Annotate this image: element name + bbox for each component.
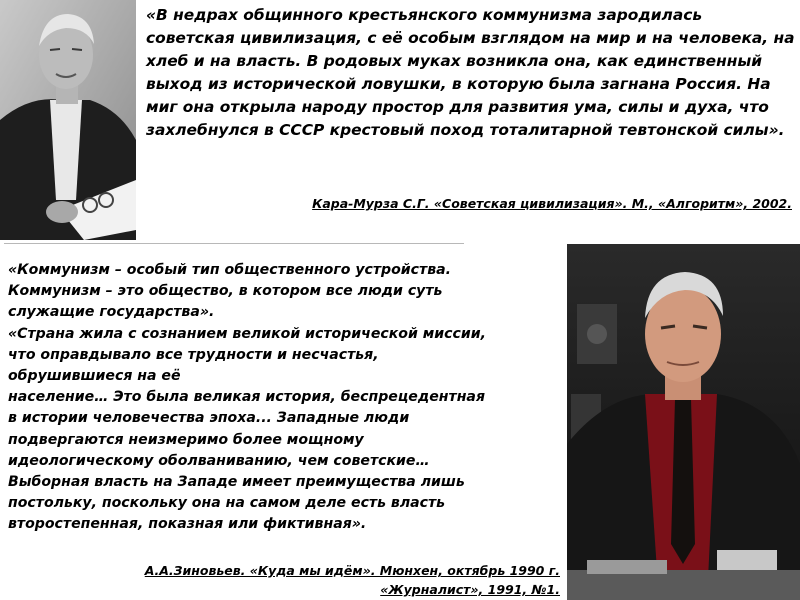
bottom-quote-line: второстепенная, показная или фиктивная».	[8, 516, 367, 533]
bottom-quote-line: идеологическому оболваниванию, чем советские…	[8, 452, 430, 469]
bottom-quote-line: в истории человечества эпоха... Западные люди	[8, 410, 410, 427]
bottom-quote-line: Выборная власть на Западе имеет преимущества лишь	[8, 474, 465, 491]
bottom-quote-line: «Страна жила с сознанием великой исторической миссии,	[8, 325, 486, 342]
bottom-quote-line: «Коммунизм – особый тип общественного устройства.	[8, 262, 451, 278]
bottom-quote-line: Коммунизм – это общество, в котором все люди суть	[8, 283, 443, 300]
portrait-photo-zinoviev	[567, 244, 800, 600]
top-quote-text: «В недрах общинного крестьянского коммунизма зародилась советская цивилизация, с её особым взглядом на мир и на человека, на хлеб и на власть. В родовых муках возникла она, как единственный выход из исторической ловушки, в которую была загнана Россия. На миг она открыла народу простор для развития ума, силы и духа, что захлебнулся в СССР крестовый поход тоталитарной тевтонской силы».	[146, 6, 795, 139]
top-quote	[146, 4, 796, 142]
bottom-quote-line: что оправдывало все трудности и несчастья,	[8, 346, 379, 363]
bottom-quote-line: служащие государства».	[8, 304, 215, 321]
bottom-quote-line: постольку, поскольку она на самом деле есть власть	[8, 495, 446, 512]
portrait-photo-kara-murza	[0, 0, 136, 240]
bottom-quote-citation	[145, 561, 560, 599]
bottom-quote-line: обрушившиеся на её	[8, 368, 181, 385]
bottom-quote-line: население… Это была великая история, беспрецедентная	[8, 389, 485, 406]
bottom-citation-line: «Журналист», 1991, №1.	[380, 582, 560, 597]
bottom-citation-line: А.А.Зиновьев. «Куда мы идём». Мюнхен, октябрь 1990 г.	[144, 563, 560, 578]
bottom-quote-line: подвергаются неизмеримо более мощному	[8, 431, 364, 448]
bottom-quote	[8, 260, 560, 536]
section-divider	[4, 243, 464, 244]
top-quote-citation: Кара-Мурза С.Г. «Советская цивилизация». М., «Алгоритм», 2002.	[312, 196, 792, 211]
